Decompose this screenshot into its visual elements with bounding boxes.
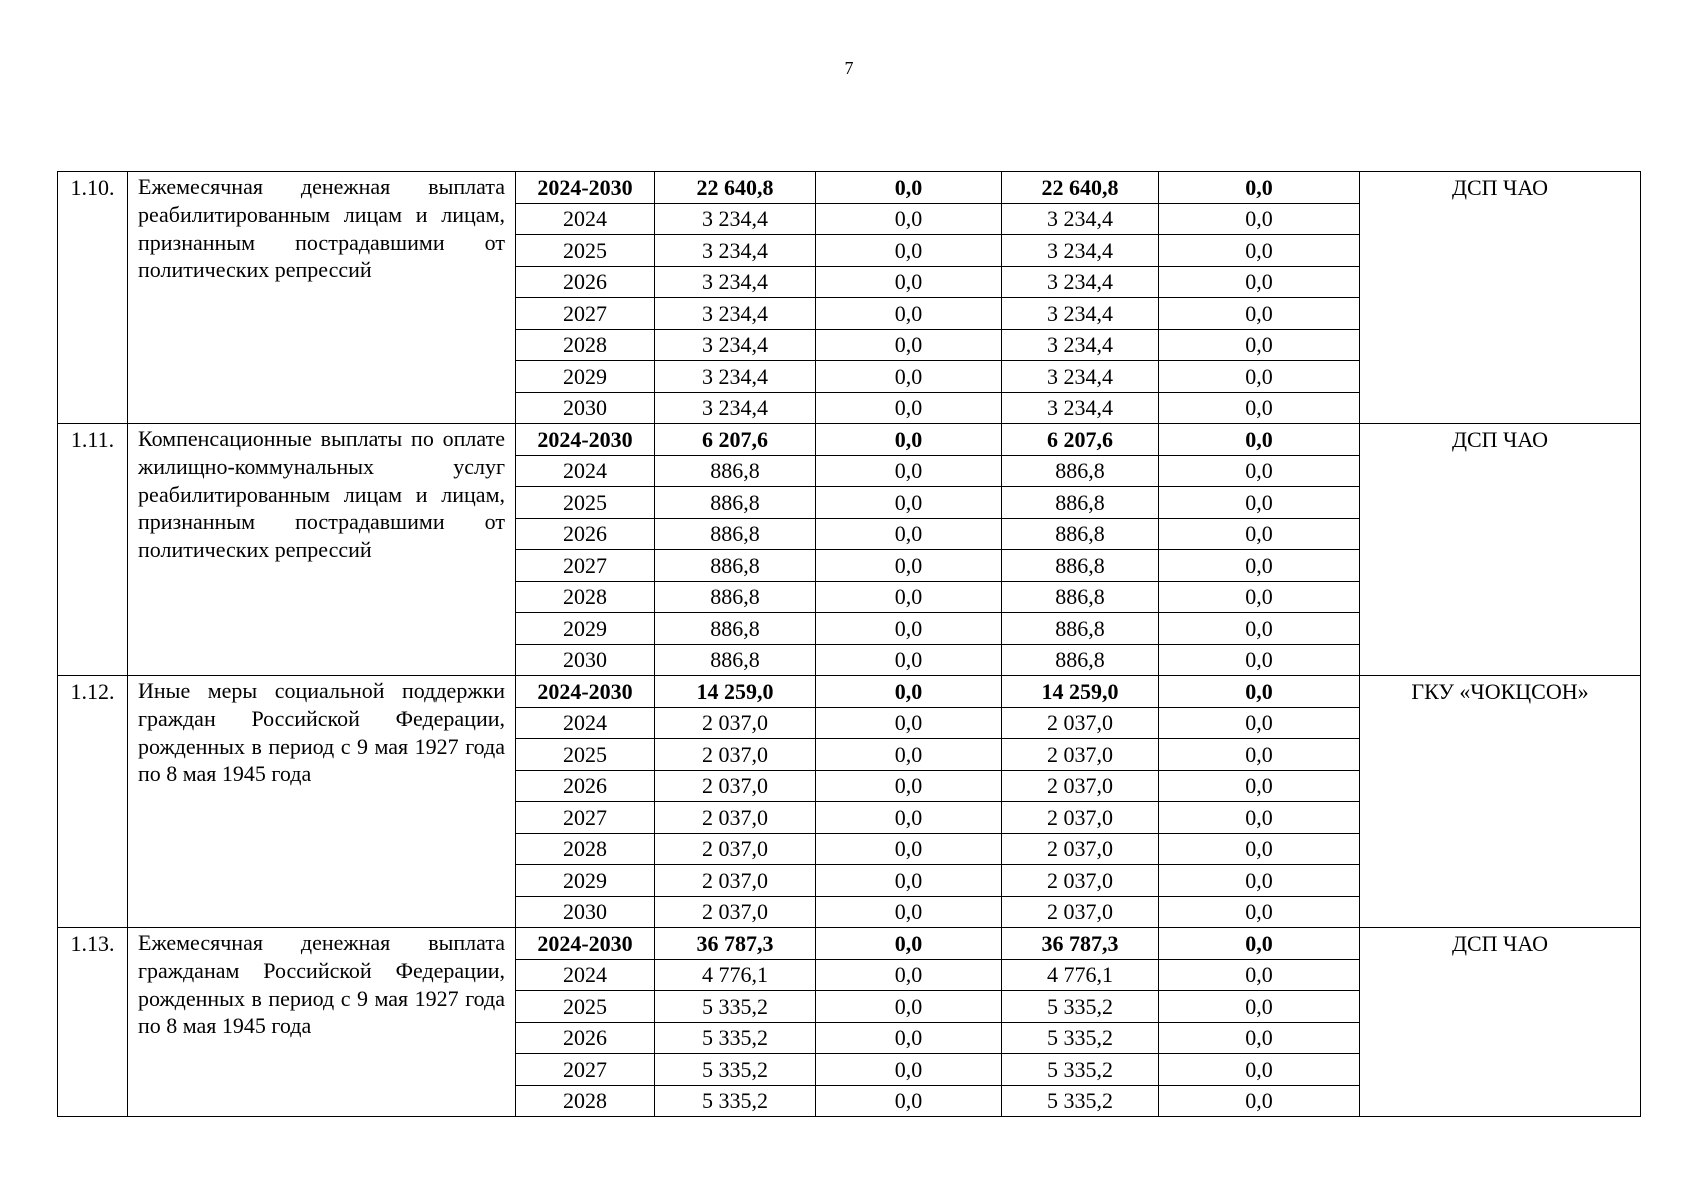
measure-name: Ежемесячная денежная выплата реабилитированным лицам и лицам, признанным пострадавшими от политических репрессий [128,172,516,424]
amount-federal: 0,0 [816,833,1002,865]
amount-federal: 0,0 [816,928,1002,960]
amount-federal: 0,0 [816,361,1002,393]
period-cell: 2027 [516,550,655,582]
period-cell: 2028 [516,833,655,865]
measure-row [58,172,1641,204]
page-number: 7 [844,58,854,78]
amount-other: 0,0 [1159,644,1360,676]
amount-total: 3 234,4 [655,298,816,330]
amount-total: 2 037,0 [655,833,816,865]
period-cell: 2025 [516,739,655,771]
amount-total: 3 234,4 [655,361,816,393]
amount-regional: 6 207,6 [1002,424,1159,456]
amount-federal: 0,0 [816,298,1002,330]
amount-regional: 2 037,0 [1002,833,1159,865]
amount-federal: 0,0 [816,424,1002,456]
period-cell: 2024 [516,707,655,739]
period-cell: 2024 [516,455,655,487]
amount-total: 22 640,8 [655,172,816,204]
amount-federal: 0,0 [816,644,1002,676]
period-cell: 2026 [516,770,655,802]
amount-other: 0,0 [1159,1022,1360,1054]
period-cell: 2027 [516,1054,655,1086]
measure-name: Компенсационные выплаты по оплате жилищно-коммунальных услуг реабилитированным лицам и лицам, признанным пострадавшими от политических репрессий [128,424,516,676]
amount-total: 3 234,4 [655,203,816,235]
amount-federal: 0,0 [816,991,1002,1023]
amount-federal: 0,0 [816,581,1002,613]
amount-federal: 0,0 [816,203,1002,235]
amount-regional: 886,8 [1002,613,1159,645]
amount-total: 2 037,0 [655,739,816,771]
amount-total: 886,8 [655,550,816,582]
period-cell: 2030 [516,392,655,424]
amount-other: 0,0 [1159,802,1360,834]
amount-total: 886,8 [655,518,816,550]
amount-other: 0,0 [1159,266,1360,298]
period-cell: 2024-2030 [516,424,655,456]
period-cell: 2028 [516,329,655,361]
amount-other: 0,0 [1159,613,1360,645]
period-cell: 2024-2030 [516,928,655,960]
period-cell: 2026 [516,266,655,298]
amount-other: 0,0 [1159,991,1360,1023]
measure-name: Иные меры социальной поддержки граждан Российской Федерации, рожденных в период с 9 мая 1927 года по 8 мая 1945 года [128,676,516,928]
amount-regional: 3 234,4 [1002,298,1159,330]
amount-other: 0,0 [1159,424,1360,456]
amount-total: 5 335,2 [655,1022,816,1054]
amount-regional: 886,8 [1002,550,1159,582]
amount-federal: 0,0 [816,235,1002,267]
executor-cell: ГКУ «ЧОКЦСОН» [1360,676,1641,928]
period-cell: 2024-2030 [516,676,655,708]
amount-total: 5 335,2 [655,1085,816,1117]
amount-other: 0,0 [1159,865,1360,897]
period-cell: 2029 [516,613,655,645]
period-cell: 2024-2030 [516,172,655,204]
period-cell: 2026 [516,1022,655,1054]
amount-federal: 0,0 [816,676,1002,708]
period-cell: 2029 [516,361,655,393]
amount-regional: 3 234,4 [1002,235,1159,267]
amount-total: 3 234,4 [655,235,816,267]
amount-regional: 2 037,0 [1002,739,1159,771]
amount-other: 0,0 [1159,172,1360,204]
amount-federal: 0,0 [816,770,1002,802]
amount-regional: 886,8 [1002,644,1159,676]
amount-total: 886,8 [655,644,816,676]
amount-regional: 36 787,3 [1002,928,1159,960]
amount-other: 0,0 [1159,1085,1360,1117]
amount-regional: 2 037,0 [1002,896,1159,928]
amount-total: 5 335,2 [655,1054,816,1086]
amount-other: 0,0 [1159,550,1360,582]
period-cell: 2026 [516,518,655,550]
amount-federal: 0,0 [816,739,1002,771]
amount-other: 0,0 [1159,581,1360,613]
amount-other: 0,0 [1159,739,1360,771]
period-cell: 2025 [516,991,655,1023]
amount-total: 5 335,2 [655,991,816,1023]
amount-total: 3 234,4 [655,266,816,298]
amount-regional: 3 234,4 [1002,266,1159,298]
amount-other: 0,0 [1159,235,1360,267]
amount-regional: 3 234,4 [1002,329,1159,361]
amount-federal: 0,0 [816,329,1002,361]
amount-federal: 0,0 [816,707,1002,739]
measure-number: 1.11. [58,424,128,676]
amount-total: 14 259,0 [655,676,816,708]
amount-regional: 3 234,4 [1002,361,1159,393]
amount-federal: 0,0 [816,1022,1002,1054]
amount-other: 0,0 [1159,833,1360,865]
amount-other: 0,0 [1159,298,1360,330]
period-cell: 2030 [516,896,655,928]
measure-number: 1.13. [58,928,128,1117]
period-cell: 2028 [516,1085,655,1117]
period-cell: 2027 [516,298,655,330]
amount-total: 3 234,4 [655,392,816,424]
amount-regional: 2 037,0 [1002,770,1159,802]
amount-other: 0,0 [1159,707,1360,739]
amount-other: 0,0 [1159,896,1360,928]
amount-federal: 0,0 [816,392,1002,424]
amount-federal: 0,0 [816,266,1002,298]
amount-other: 0,0 [1159,1054,1360,1086]
amount-total: 6 207,6 [655,424,816,456]
amount-federal: 0,0 [816,1054,1002,1086]
budget-table [57,171,1641,1117]
amount-regional: 22 640,8 [1002,172,1159,204]
amount-regional: 886,8 [1002,518,1159,550]
period-cell: 2024 [516,959,655,991]
amount-other: 0,0 [1159,392,1360,424]
amount-regional: 4 776,1 [1002,959,1159,991]
amount-total: 2 037,0 [655,865,816,897]
amount-other: 0,0 [1159,203,1360,235]
amount-federal: 0,0 [816,455,1002,487]
period-cell: 2030 [516,644,655,676]
amount-regional: 3 234,4 [1002,203,1159,235]
measure-name: Ежемесячная денежная выплата гражданам Российской Федерации, рожденных в период с 9 мая 1927 года по 8 мая 1945 года [128,928,516,1117]
amount-regional: 14 259,0 [1002,676,1159,708]
executor-cell: ДСП ЧАО [1360,424,1641,676]
amount-regional: 5 335,2 [1002,1022,1159,1054]
period-cell: 2027 [516,802,655,834]
period-cell: 2024 [516,203,655,235]
amount-total: 2 037,0 [655,802,816,834]
amount-federal: 0,0 [816,896,1002,928]
amount-total: 886,8 [655,487,816,519]
amount-federal: 0,0 [816,802,1002,834]
amount-federal: 0,0 [816,865,1002,897]
amount-regional: 886,8 [1002,581,1159,613]
amount-total: 4 776,1 [655,959,816,991]
amount-other: 0,0 [1159,959,1360,991]
amount-regional: 886,8 [1002,455,1159,487]
amount-total: 886,8 [655,613,816,645]
amount-regional: 5 335,2 [1002,991,1159,1023]
amount-regional: 886,8 [1002,487,1159,519]
amount-federal: 0,0 [816,1085,1002,1117]
period-cell: 2025 [516,235,655,267]
amount-other: 0,0 [1159,455,1360,487]
executor-cell: ДСП ЧАО [1360,172,1641,424]
amount-regional: 5 335,2 [1002,1085,1159,1117]
amount-federal: 0,0 [816,518,1002,550]
amount-total: 2 037,0 [655,896,816,928]
amount-other: 0,0 [1159,329,1360,361]
amount-regional: 2 037,0 [1002,802,1159,834]
amount-regional: 3 234,4 [1002,392,1159,424]
executor-cell: ДСП ЧАО [1360,928,1641,1117]
amount-regional: 5 335,2 [1002,1054,1159,1086]
measure-row [58,676,1641,708]
amount-total: 886,8 [655,581,816,613]
measure-number: 1.10. [58,172,128,424]
measure-number: 1.12. [58,676,128,928]
amount-total: 2 037,0 [655,707,816,739]
period-cell: 2029 [516,865,655,897]
amount-other: 0,0 [1159,518,1360,550]
amount-federal: 0,0 [816,172,1002,204]
amount-other: 0,0 [1159,770,1360,802]
amount-total: 886,8 [655,455,816,487]
amount-regional: 2 037,0 [1002,707,1159,739]
amount-total: 3 234,4 [655,329,816,361]
period-cell: 2028 [516,581,655,613]
amount-other: 0,0 [1159,928,1360,960]
amount-total: 36 787,3 [655,928,816,960]
measure-row [58,424,1641,456]
amount-regional: 2 037,0 [1002,865,1159,897]
amount-federal: 0,0 [816,613,1002,645]
period-cell: 2025 [516,487,655,519]
amount-other: 0,0 [1159,676,1360,708]
amount-federal: 0,0 [816,550,1002,582]
amount-federal: 0,0 [816,959,1002,991]
amount-other: 0,0 [1159,487,1360,519]
measure-row [58,928,1641,960]
amount-federal: 0,0 [816,487,1002,519]
amount-other: 0,0 [1159,361,1360,393]
amount-total: 2 037,0 [655,770,816,802]
